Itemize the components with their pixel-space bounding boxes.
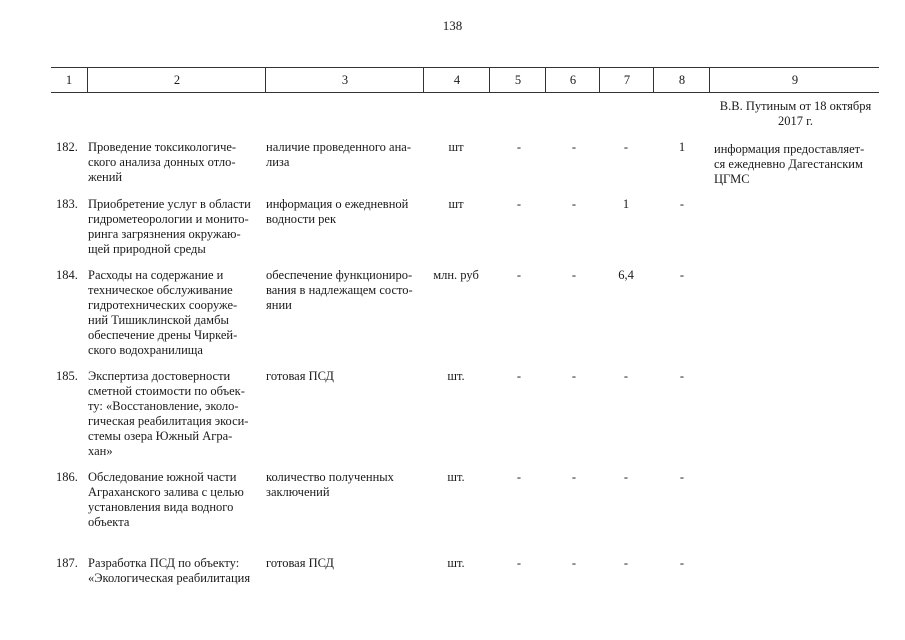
unit: шт — [448, 140, 464, 154]
col-5-value: - — [516, 268, 522, 282]
row-number: 184. — [56, 268, 78, 282]
header-col-5: 5 — [489, 68, 546, 92]
col-8-value: 1 — [678, 140, 686, 154]
col-5-value: - — [516, 140, 522, 154]
col-6-value: - — [571, 268, 577, 282]
col-8-value: - — [679, 197, 685, 211]
measure-name: Разработка ПСД по объекту: «Экологическая реабилитация — [88, 556, 251, 585]
header-col-6: 6 — [545, 68, 600, 92]
indicator: информация о ежедневной водности рек — [266, 197, 409, 226]
col-6-value: - — [571, 140, 577, 154]
row-number: 182. — [56, 140, 78, 154]
measure-name: Обследование южной части Аграханского залива с целью установления вида водного объекта — [88, 470, 244, 529]
col-5-value: - — [516, 197, 522, 211]
col-6-value: - — [571, 197, 577, 211]
page-number: 138 — [442, 18, 463, 33]
col-7-value: 6,4 — [618, 268, 634, 282]
col-8-value: - — [679, 470, 685, 484]
header-col-2: 2 — [87, 68, 266, 92]
note: информация предоставляет- ся ежедневно Дагестанским ЦГМС — [714, 142, 865, 186]
unit: шт. — [447, 369, 465, 383]
carry-over-note: В.В. Путиным от 18 октября 2017 г. — [719, 99, 872, 128]
header-col-7: 7 — [599, 68, 654, 92]
indicator: обеспечение функциониро- вания в надлежащем состо- янии — [266, 268, 413, 312]
col-7-value: - — [623, 470, 629, 484]
unit: шт. — [447, 556, 465, 570]
measure-name: Проведение токсикологиче- ского анализа донных отло- жений — [88, 140, 237, 184]
row-number: 183. — [56, 197, 78, 211]
col-5-value: - — [516, 470, 522, 484]
measure-name: Приобретение услуг в области гидрометеорологии и монито- ринга загрязнения окружаю- щей природной среды — [88, 197, 251, 256]
col-8-value: - — [679, 369, 685, 383]
header-col-3: 3 — [265, 68, 424, 92]
unit: шт. — [447, 470, 465, 484]
unit: шт — [448, 197, 464, 211]
col-7-value: - — [623, 369, 629, 383]
indicator: количество полученных заключений — [266, 470, 394, 499]
measure-name: Экспертиза достоверности сметной стоимости по объек- ту: «Восстановление, эколо- гическая реабилитация экоси- стемы озера Южный Агра- хан» — [88, 369, 249, 458]
col-8-value: - — [679, 556, 685, 570]
header-col-8: 8 — [653, 68, 710, 92]
row-number: 186. — [56, 470, 78, 484]
col-7-value: - — [623, 140, 629, 154]
indicator: наличие проведенного ана- лиза — [266, 140, 412, 169]
row-number: 185. — [56, 369, 78, 383]
col-6-value: - — [571, 369, 577, 383]
indicator: готовая ПСД — [266, 369, 334, 383]
row-number: 187. — [56, 556, 78, 570]
col-5-value: - — [516, 369, 522, 383]
header-col-1: 1 — [65, 73, 73, 87]
table-header — [51, 67, 879, 93]
header-col-4: 4 — [423, 68, 490, 92]
col-7-value: - — [623, 556, 629, 570]
measure-name: Расходы на содержание и техническое обслуживание гидротехнических сооруже- ний Тишиклинской дамбы обеспечение дрены Чиркей- ского водохранилища — [88, 268, 238, 357]
col-7-value: 1 — [622, 197, 630, 211]
col-6-value: - — [571, 470, 577, 484]
unit: млн. руб — [433, 268, 479, 282]
col-6-value: - — [571, 556, 577, 570]
indicator: готовая ПСД — [266, 556, 334, 570]
col-5-value: - — [516, 556, 522, 570]
col-8-value: - — [679, 268, 685, 282]
header-col-9: 9 — [709, 68, 880, 92]
